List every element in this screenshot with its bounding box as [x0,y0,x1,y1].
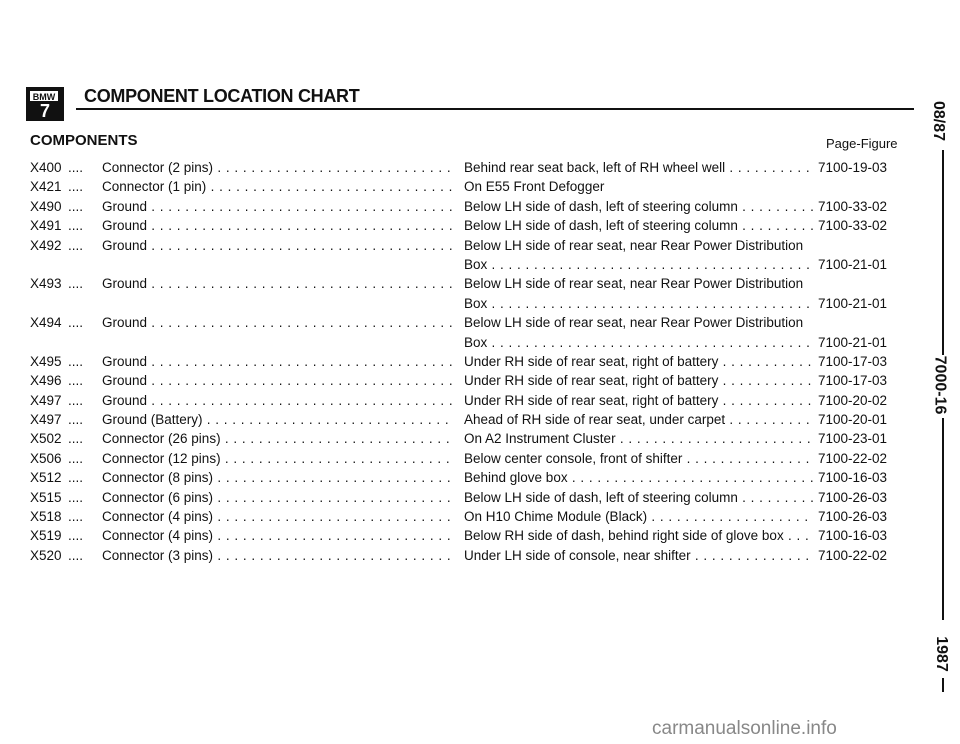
component-location: Below LH side of rear seat, near Rear Power Distribution [464,276,804,292]
component-code-text: X494 [30,315,62,331]
page-figure-ref: 7100-16-03 [818,470,888,486]
component-code [30,391,100,410]
component-location: Under RH side of rear seat, right of battery . . . [464,371,814,390]
leader-dots: .... [68,198,84,214]
component-code-text: X496 [30,373,62,389]
table-row [30,177,910,196]
component-description: Connector (4 pins) . . . [102,507,452,526]
component-table [30,158,910,565]
components-heading: COMPONENTS [30,132,138,149]
page-figure-ref: 7100-26-03 [818,489,888,505]
page-figure-ref: 7100-22-02 [818,547,888,563]
component-code-text: X506 [30,450,62,466]
page-figure-ref: 7100-33-02 [818,198,888,214]
component-code [30,429,100,448]
page-figure-ref: 7100-16-03 [818,528,888,544]
page-figure-ref: 7100-23-01 [818,431,888,447]
leader-dots: .... [68,373,84,389]
table-row [30,429,910,448]
component-code-text: X491 [30,218,62,234]
leader-dots: .... [68,528,84,544]
bmw-7-logo [26,87,64,121]
component-description: Ground . . . [102,371,452,390]
page-figure-ref: 7100-20-02 [818,392,888,408]
page-figure-ref: 7100-26-03 [818,509,888,525]
component-code [30,371,100,390]
page-title: COMPONENT LOCATION CHART [84,86,360,106]
leader-dots: .... [68,450,84,466]
component-description: Ground . . . [102,274,452,293]
component-location: Below LH side of dash, left of steering column . . . [464,197,814,216]
leader-dots: .... [68,431,84,447]
component-description: Connector (1 pin) . . . [102,177,452,196]
table-row [30,255,910,274]
leader-dots: .... [68,179,84,195]
component-code-text: X492 [30,237,62,253]
component-description: Connector (12 pins) . . . [102,449,452,468]
leader-dots: .... [68,470,84,486]
component-code-text: X515 [30,489,62,505]
component-location: Under RH side of rear seat, right of battery . . . [464,391,814,410]
page-figure-ref: 7100-20-01 [818,412,888,428]
component-description: Connector (2 pins) . . . [102,158,452,177]
component-location: Ahead of RH side of rear seat, under carpet . . . [464,410,814,429]
component-location: Below LH side of rear seat, near Rear Power Distribution [464,315,804,331]
leader-dots: .... [68,412,84,428]
component-location: Box . . . [464,294,814,313]
table-row [30,158,910,177]
leader-dots: .... [68,218,84,234]
component-location: Under LH side of console, near shifter . . . [464,546,814,565]
page-figure-ref: 7100-19-03 [818,160,888,175]
component-location: Behind glove box . . . [464,468,814,487]
section-code: 7000-16 [931,355,949,415]
component-code-text: X497 [30,392,62,408]
leader-dots: .... [68,315,84,331]
table-row [30,391,910,410]
table-row [30,468,910,487]
title-rule [76,108,914,110]
component-location: On A2 Instrument Cluster . . . [464,429,814,448]
component-code-text: X400 [30,160,62,175]
component-code [30,352,100,371]
component-location: Below LH side of rear seat, near Rear Power Distribution [464,237,804,253]
component-code [30,507,100,526]
watermark: carmanualsonline.info [652,718,837,739]
date-code: 08/87 [930,100,948,142]
component-description: Connector (8 pins) . . . [102,468,452,487]
component-location: Below RH side of dash, behind right side of glove box . . . [464,526,814,545]
component-code-text: X421 [30,179,62,195]
component-code-text: X493 [30,276,62,292]
component-description: Ground . . . [102,391,452,410]
component-code [30,197,100,216]
component-location: Behind rear seat back, left of RH wheel well . . . [464,158,814,177]
side-rule-top [942,150,944,355]
table-row [30,507,910,526]
logo-series-number: 7 [39,101,50,121]
component-location: Under RH side of rear seat, right of battery . . . [464,352,814,371]
component-location: Below LH side of dash, left of steering column . . . [464,216,814,235]
side-rule-bottom [942,678,944,692]
page-figure-ref: 7100-21-01 [818,334,888,350]
component-code [30,526,100,545]
component-code [30,488,100,507]
leader-dots: .... [68,489,84,505]
table-row [30,333,910,352]
table-row [30,449,910,468]
leader-dots: .... [68,509,84,525]
year-label: 1987 [932,636,950,672]
component-code [30,410,100,429]
component-code [30,313,100,332]
leader-dots: .... [68,237,84,253]
table-row [30,236,910,255]
component-description: Ground . . . [102,216,452,235]
component-description: Ground . . . [102,313,452,332]
component-code [30,468,100,487]
component-code [30,449,100,468]
component-code [30,236,100,255]
component-location: Box . . . [464,255,814,274]
page-figure-ref: 7100-21-01 [818,256,888,272]
component-location: Below center console, front of shifter . . . [464,449,814,468]
component-code [30,158,100,177]
table-row [30,526,910,545]
component-description: Connector (4 pins) . . . [102,526,452,545]
component-code-text: X502 [30,431,62,447]
page-figure-ref: 7100-17-03 [818,353,888,369]
table-row [30,216,910,235]
page-figure-heading: Page-Figure [826,136,898,151]
component-code [30,216,100,235]
table-row [30,371,910,390]
component-code-text: X520 [30,547,62,563]
table-row [30,294,910,313]
table-row [30,546,910,565]
component-description: Ground (Battery) . . . [102,410,452,429]
table-row [30,488,910,507]
component-description: Ground . . . [102,197,452,216]
component-description: Ground . . . [102,236,452,255]
component-location: Box . . . [464,333,814,352]
table-row [30,352,910,371]
page-figure-ref: 7100-33-02 [818,218,888,234]
component-location: On E55 Front Defogger [464,179,605,195]
table-row [30,410,910,429]
component-description: Connector (6 pins) . . . [102,488,452,507]
table-row [30,197,910,216]
component-description: Ground . . . [102,352,452,371]
component-description: Connector (26 pins) . . . [102,429,452,448]
component-location: Below LH side of dash, left of steering column . . . [464,488,814,507]
component-location: On H10 Chime Module (Black) . . . [464,507,814,526]
logo-bmw-text: BMW [29,90,59,102]
page-figure-ref: 7100-22-02 [818,450,888,466]
leader-dots: .... [68,392,84,408]
component-code-text: X495 [30,353,62,369]
component-code-text: X490 [30,198,62,214]
side-rule-middle [942,418,944,620]
component-code-text: X497 [30,412,62,428]
leader-dots: .... [68,160,84,175]
table-row [30,313,910,332]
leader-dots: .... [68,276,84,292]
component-description: Connector (3 pins) . . . [102,546,452,565]
leader-dots: .... [68,547,84,563]
component-code [30,177,100,196]
leader-dots: .... [68,353,84,369]
page-figure-ref: 7100-21-01 [818,295,888,311]
component-code [30,546,100,565]
component-code-text: X512 [30,470,62,486]
page-figure-ref: 7100-17-03 [818,373,888,389]
component-code-text: X519 [30,528,62,544]
table-row [30,274,910,293]
component-code-text: X518 [30,509,62,525]
component-code [30,274,100,293]
